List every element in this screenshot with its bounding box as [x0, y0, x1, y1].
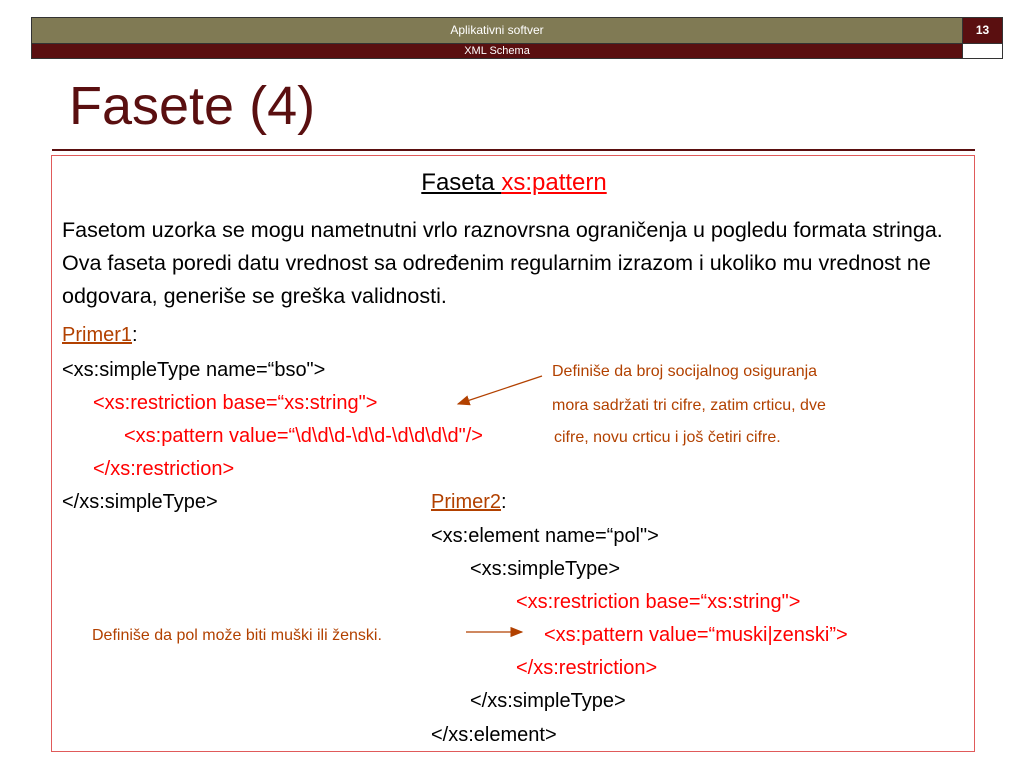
- example1-label: Primer1: [62, 324, 133, 346]
- page-number: 13: [975, 23, 990, 37]
- code-line: <xs:pattern value=“\d\d\d-\d\d-\d\d\d\d"/>: [124, 425, 483, 447]
- code-line: <xs:restriction base=“xs:string">: [516, 591, 801, 613]
- slide-title: Fasete (4): [69, 76, 316, 136]
- example2-note: Definiše da pol može biti muški ili ženski.: [92, 627, 382, 644]
- annotation-arrows: [52, 156, 976, 753]
- code-line: <xs:simpleType>: [470, 558, 621, 580]
- example2-colon: :: [501, 491, 507, 513]
- example1-note-line: Definiše da broj socijalnog osiguranja: [552, 363, 818, 380]
- page-number-box-lower: [962, 44, 1002, 58]
- subheading-code: xs:pattern: [501, 169, 607, 196]
- subheader-bar: [31, 43, 1003, 59]
- section-title: XML Schema: [464, 45, 530, 57]
- code-line: <xs:pattern value=“muski|zenski”>: [544, 624, 848, 646]
- header-bar: [31, 17, 1003, 44]
- code-line: </xs:simpleType>: [62, 491, 218, 513]
- code-line: </xs:element>: [431, 724, 557, 746]
- code-line: <xs:restriction base=“xs:string">: [93, 392, 378, 414]
- title-divider: [52, 149, 975, 151]
- page-number-box: [962, 18, 1002, 43]
- code-line: </xs:simpleType>: [470, 690, 626, 712]
- example2-label: Primer2: [431, 491, 502, 513]
- subheading-prefix: Faseta: [421, 169, 502, 196]
- presentation-title: Aplikativni softver: [450, 23, 544, 37]
- description-paragraph: Fasetom uzorka se mogu nametnutni vrlo raznovrsna ograničenja u pogledu formata stringa. Ova faseta poredi datu vrednost sa određenim regularnim izrazom i ukoliko mu vrednost ne odgovara, generiše se greška validnosti.: [62, 218, 943, 308]
- code-line: <xs:element name=“pol">: [431, 525, 659, 547]
- code-line: </xs:restriction>: [516, 657, 658, 679]
- example1-note-line: mora sadržati tri cifre, zatim crticu, dve: [552, 397, 826, 414]
- code-line: <xs:simpleType name=“bso">: [62, 359, 326, 381]
- example1-note-line: cifre, novu crticu i još četiri cifre.: [554, 429, 781, 446]
- code-line: </xs:restriction>: [93, 458, 235, 480]
- arrow-to-restriction: [458, 376, 542, 404]
- example1-colon: :: [132, 324, 138, 346]
- content-box: [51, 155, 975, 752]
